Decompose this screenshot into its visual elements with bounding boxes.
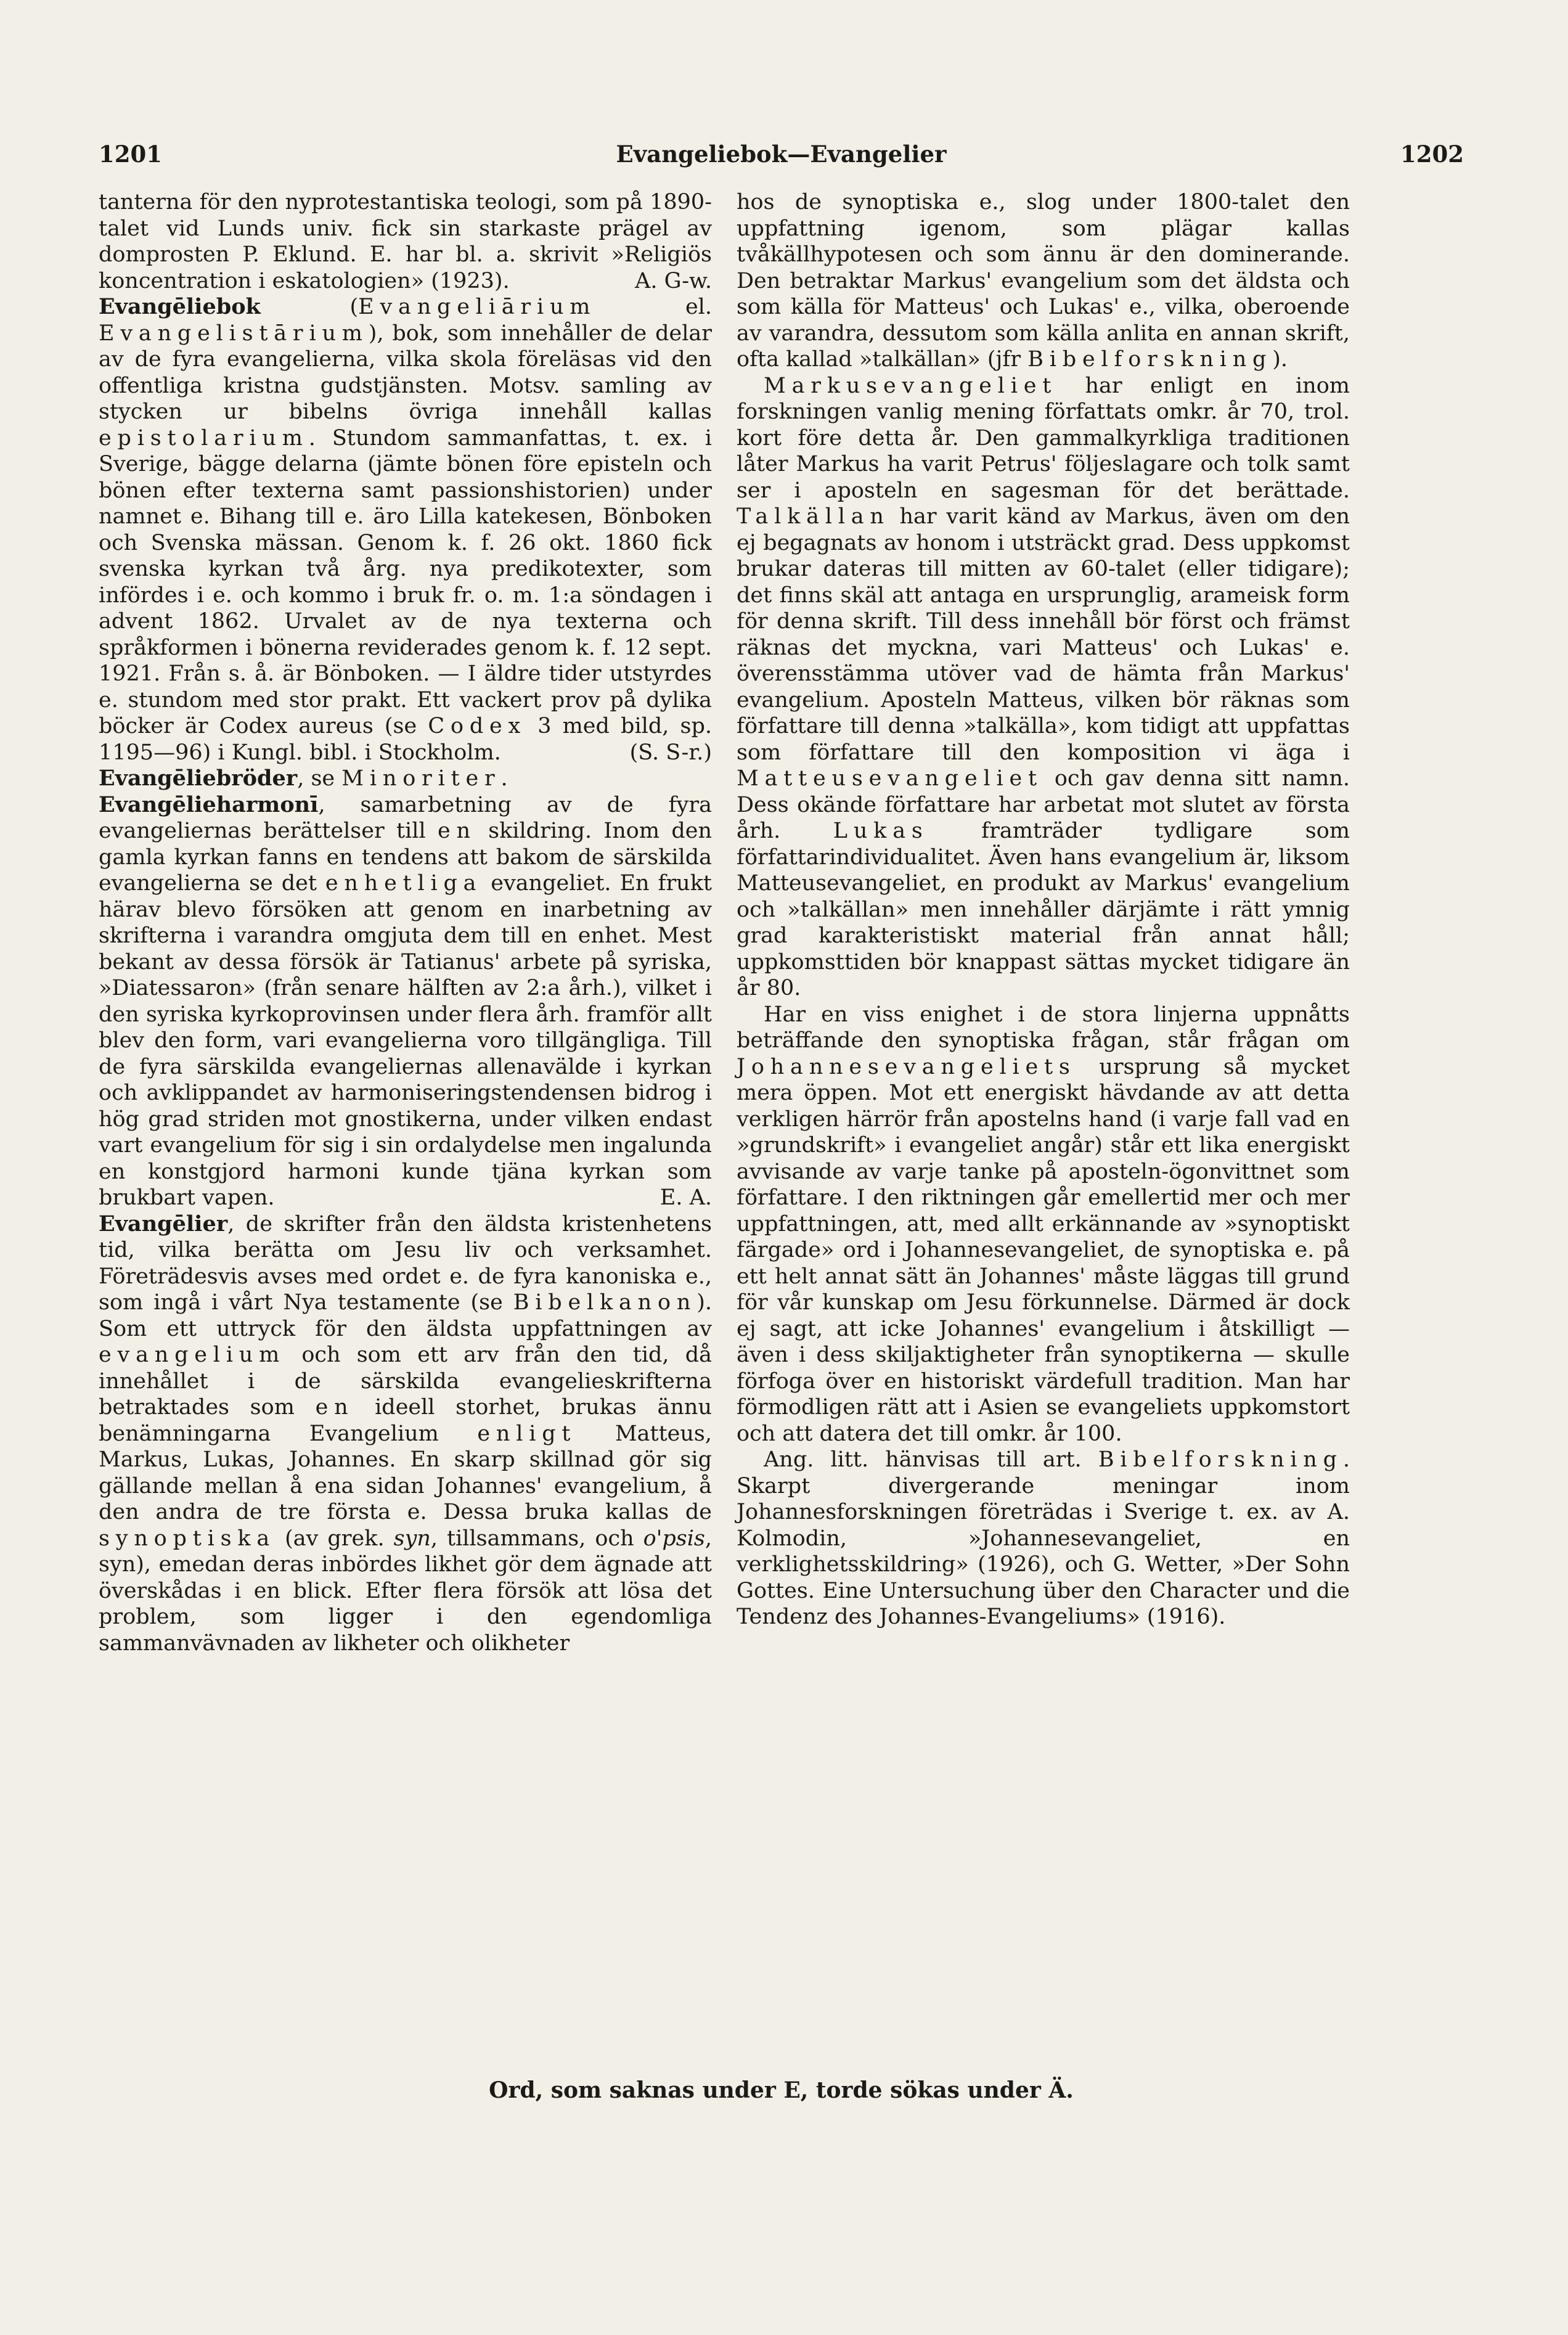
greek-term: o'psis — [643, 1526, 705, 1551]
emphasis: Johannesevangeliets — [737, 1054, 1076, 1079]
headword: Evangēlier — [99, 1211, 228, 1237]
author-signature: A. G-w. — [635, 268, 712, 293]
left-column-number: 1201 — [99, 141, 162, 168]
paragraph-johannes: Har en viss enighet i de stora linjerna uppnåtts beträffande den synoptiska frågan, står frågan om Johannesevangeliets ursprung så mycket mera öppen. Mot ett energiskt hävdande av att detta verkligen härrör från apostelns hand (i varje fall vad en »grundskrift» i evangeliet angår) står ett lika energiskt avvisande av varje tanke på aposteln-ögonvittnet som författare. I den riktningen går emellertid mer och mer uppfattningen, att, med allt erkännande av »synoptiskt färgade» ord i Johannesevangeliet, de synoptiska e. på ett helt annat sätt än Johannes' måste läggas till grund för vår kunskap om Jesu förkunnelse. Därmed är dock ej sagt, att icke Johannes' evangelium i åtskilligt — även i dess skiljaktigheter från synoptikerna — skulle förfoga över en historiskt värdefull tradition. Man har förmodligen rätt att i Asien se evangeliets uppkomstort och att datera det till omkr. år 100. — [737, 1002, 1350, 1446]
emphasis: evangelium — [99, 1343, 286, 1367]
emphasis: Matteusevangeliet — [737, 766, 1043, 791]
cross-reference: epistolarium — [99, 425, 309, 451]
headword: Evangēliebröder — [99, 766, 298, 791]
left-column — [99, 189, 712, 1656]
paragraph-literature: Ang. litt. hänvisas till art. Bibelforskning. Skarpt divergerande meningar inom Johannesforskningen företrädas i Sverige t. ex. av A. Kolmodin, »Johannesevangeliet, en verklighetsskildring» (1926), och G. Wetter, »Der Sohn Gottes. Eine Untersuchung über den Character und die Tendenz des Johannes-Evangeliums» (1916). — [737, 1447, 1350, 1629]
footer-note: Ord, som saknas under E, torde sökas under Ä. — [489, 2077, 1074, 2103]
entry-evangeliebok: Evangēliebok (Evangeliārium el. Evangelistārium), bok, som innehåller de delar av de fyra evangelierna, vilka skola föreläsas vid den offentliga kristna gudstjänsten. Motsv. samling av stycken ur bibelns övriga innehåll kallas epistolarium. Stundom sammanfattas, t. ex. i Sverige, bägge delarna (jämte bönen före episteln och bönen efter texterna samt passionshistorien) under namnet e. Bihang till e. äro Lilla katekesen, Bönboken och Svenska mässan. Genom k. f. 26 okt. 1860 fick svenska kyrkan två årg. nya predikotexter, som infördes i e. och kommo i bruk fr. o. m. 1:a söndagen i advent 1862. Urvalet av de nya texterna och språkformen i bönerna reviderades genom k. f. 12 sept. 1921. Från s. å. är Bönboken. — I äldre tider utstyrdes e. stundom med stor prakt. Ett vackert prov på dylika böcker är Codex aureus (se Codex 3 med bild, sp. 1195—96) i Kungl. bibl. i Stockholm. (S. S-r.) — [99, 294, 712, 765]
right-column — [737, 189, 1350, 1630]
page-header — [99, 141, 1464, 178]
continued-paragraph: hos de synoptiska e., slog under 1800-talet den uppfattning igenom, som plägar kallas tvåkällhypotesen och som ännu är den dominerande. Den betraktar Markus' evangelium som det äldsta och som källa för Matteus' och Lukas' e., vilka, oberoende av varandra, dessutom som källa anlita en annan skrift, ofta kallad »talkällan» (jfr Bibelforskning). — [737, 190, 1350, 372]
running-title: Evangeliebok—Evangelier — [616, 141, 947, 168]
emphasis: Lukas — [833, 819, 929, 843]
right-column-number: 1202 — [1400, 141, 1464, 168]
headword: Evangēlieharmonī — [99, 791, 319, 817]
spaced-term: Evangelistārium — [99, 321, 369, 346]
headword: Evangēliebok — [99, 294, 261, 319]
emphasis: enligt — [477, 1421, 577, 1446]
continued-paragraph: tanterna för den nyprotestantiska teologi, som på 1890-talet vid Lunds univ. fick sin starkaste prägel av domprosten P. Eklund. E. har bl. a. skrivit »Religiös koncentration i eskatologien» (1923). A. G-w. — [99, 190, 712, 293]
author-signature: (S. S-r.) — [629, 740, 712, 765]
emphasis: Markusevangeliet — [764, 373, 1058, 398]
emphasis: enhetliga — [325, 871, 483, 896]
cross-reference: Bibelkanon — [513, 1290, 697, 1315]
cross-reference: Bibelforskning — [1027, 347, 1273, 372]
author-signature: E. A. — [659, 1185, 712, 1210]
greek-term: syn — [393, 1526, 431, 1551]
paragraph-markus: Markusevangeliet har enligt en inom forskningen vanlig mening författats omkr. år 70, trol. kort före detta år. Den gammalkyrkliga traditionen låter Markus ha varit Petrus' följeslagare och tolk samt ser i aposteln en sagesman för det berättade. Talkällan har varit känd av Markus, även om den ej begagnats av honom i utsträckt grad. Dess uppkomst brukar dateras till mitten av 60-talet (eller tidigare); det finns skäl att antaga en ursprunglig, arameisk form för denna skrift. Till dess innehåll bör först och främst räknas det myckna, vari Matteus' och Lukas' e. överensstämma utöver vad de hämta från Markus' evangelium. Aposteln Matteus, vilken bör räknas som författare till denna »talkälla», kom tidigt att uppfattas som författare till den komposition vi äga i Matteusevangeliet och gav denna sitt namn. Dess okände författare har arbetat mot slutet av första årh. Lukas framträder tydligare som författarindividualitet. Även hans evangelium är, liksom Matteusevangeliet, en produkt av Markus' evangelium och »talkällan» men innehåller därjämte i rätt ymnig grad karakteristiskt material från annat håll; uppkomsttiden bör knappast sättas mycket tidigare än år 80. — [737, 373, 1350, 1000]
cross-reference: Minoriter — [341, 766, 501, 791]
cross-reference: Bibelforskning — [1098, 1447, 1343, 1472]
emphasis: en — [437, 819, 476, 843]
entry-evangeliebroder: Evangēliebröder, se Minoriter. — [99, 766, 508, 791]
entry-evangelier: Evangēlier, de skrifter från den äldsta kristenhetens tid, vilka berätta om Jesu liv och verksamhet. Företrädesvis avses med ordet e. de fyra kanoniska e., som ingå i vårt Nya testamente (se Bibelkanon). Som ett uttryck för den äldsta uppfattningen av evangelium och som ett arv från den tid, då innehållet i de särskilda evangelieskrifterna betraktades som en ideell storhet, brukas ännu benämningarna Evangelium enligt Matteus, Markus, Lukas, Johannes. En skarp skillnad gör sig gällande mellan å ena sidan Johannes' evangelium, å den andra de tre första e. Dessa bruka kallas de synoptiska (av grek. syn, tillsammans, och o'psis, syn), emedan deras inbördes likhet gör dem ägnade att överskådas i en blick. Efter flera försök att lösa det problem, som ligger i den egendomliga sammanvävnaden av likheter och olikheter — [99, 1211, 712, 1656]
cross-reference: Codex — [428, 714, 527, 738]
emphasis: synoptiska — [99, 1526, 276, 1551]
spaced-term: Evangeliārium — [358, 295, 597, 319]
emphasis: en — [315, 1395, 354, 1420]
emphasis: Talkällan — [737, 504, 890, 529]
entry-evangelieharmoni: Evangēlieharmonī, samarbetning av de fyra evangeliernas berättelser till en skildring. Inom den gamla kyrkan fanns en tendens att bakom de särskilda evangelierna se det enhetliga evangeliet. En frukt härav blevo försöken att genom en inarbetning av skrifterna i varandra omgjuta dem till en enhet. Mest bekant av dessa försök är Tatianus' arbete på syriska, »Diatessaron» (från senare hälften av 2:a årh.), vilket i den syriska kyrkoprovinsen under flera årh. framför allt blev den form, vari evangelierna voro tillgängliga. Till de fyra särskilda evangeliernas allenavälde i kyrkan och avklippandet av harmoniseringstendensen bidrog i hög grad striden mot gnostikerna, under vilken endast vart evangelium för sig i sin ordalydelse men ingalunda en konstgjord harmoni kunde tjäna kyrkan som brukbart vapen. E. A. — [99, 791, 712, 1210]
